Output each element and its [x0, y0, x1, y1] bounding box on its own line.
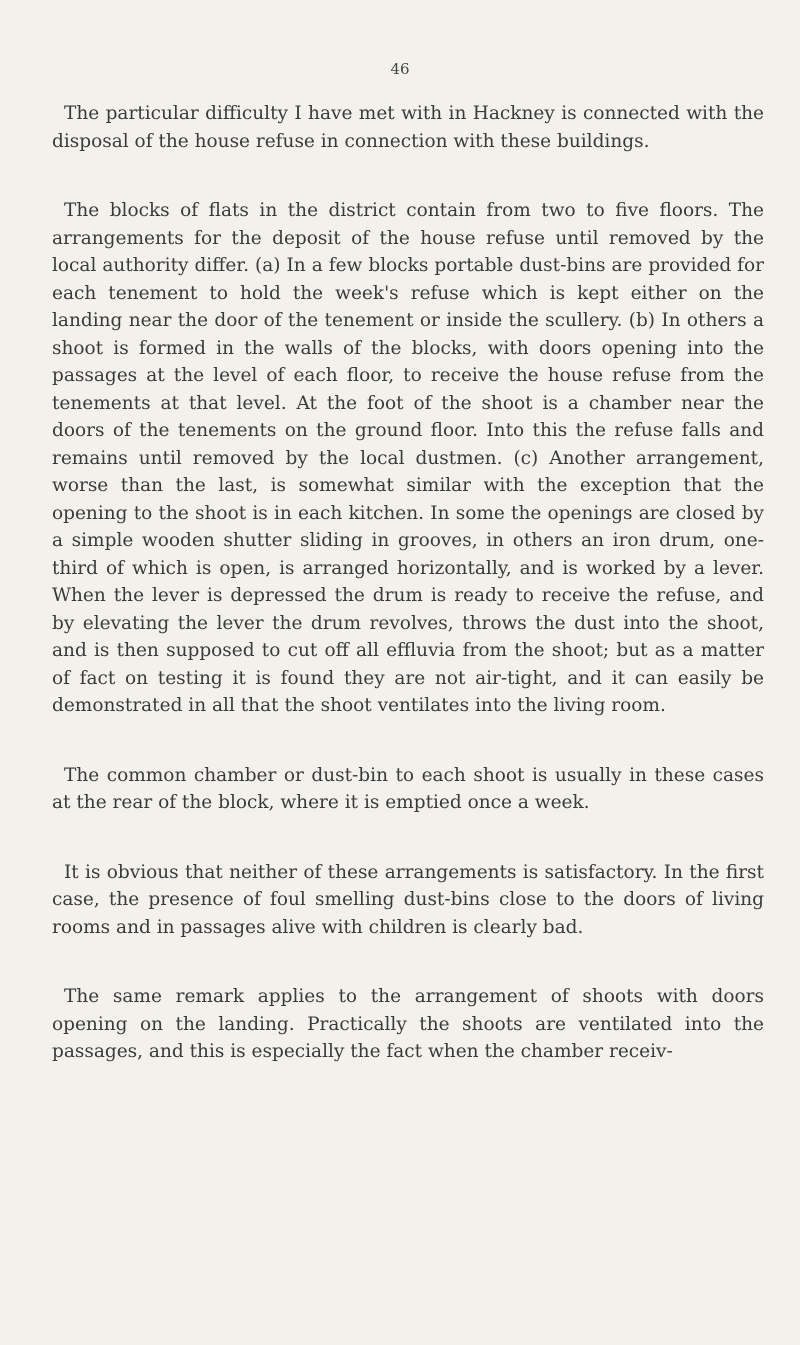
paragraph: The common chamber or dust-bin to each shoot is usually in these cases at the rear of the block, where it is emptied once a week. — [52, 764, 764, 813]
paragraph: It is obvious that neither of these arrangements is satisfactory. In the first case, the presence of foul smelling dust-bins close to the doors of living rooms and in passages alive with children is clearly bad. — [52, 861, 764, 938]
body-text — [52, 100, 764, 1066]
paragraph: The blocks of flats in the district contain from two to five floors. The arrangements for the deposit of the house refuse until removed by the local authority differ. (a) In a few blocks portable dust-bins are provided for each tenement to hold the week's refuse which is kept either on the landing near the door of the tenement or inside the scullery. (b) In others a shoot is formed in the walls of the blocks, with doors opening into the passages at the level of each floor, to receive the house refuse from the tenements at that level. At the foot of the shoot is a chamber near the doors of the tenements on the ground floor. Into this the refuse falls and remains until removed by the local dustmen. (c) Another arrangement, worse than the last, is somewhat similar with the exception that the opening to the shoot is in each kitchen. In some the openings are closed by a simple wooden shutter sliding in grooves, in others an iron drum, one-third of which is open, is arranged horizontally, and is worked by a lever. When the lever is depressed the drum is ready to receive the refuse, and by elevating the lever the drum revolves, throws the dust into the shoot, and is then supposed to cut off all effluvia from the shoot; but as a matter of fact on testing it is found they are not air-tight, and it can easily be demonstrated in all that the shoot ventilates into the living room. — [52, 200, 764, 716]
paragraph: The particular difficulty I have met with in Hackney is connected with the disposal of the house refuse in connection with these buildings. — [52, 103, 764, 152]
page-number: 46 — [390, 60, 410, 78]
paragraph: The same remark applies to the arrangement of shoots with doors opening on the landing. Practically the shoots are ventilated into the passages, and this is especially the fact when the chamber receiv- — [52, 986, 764, 1062]
